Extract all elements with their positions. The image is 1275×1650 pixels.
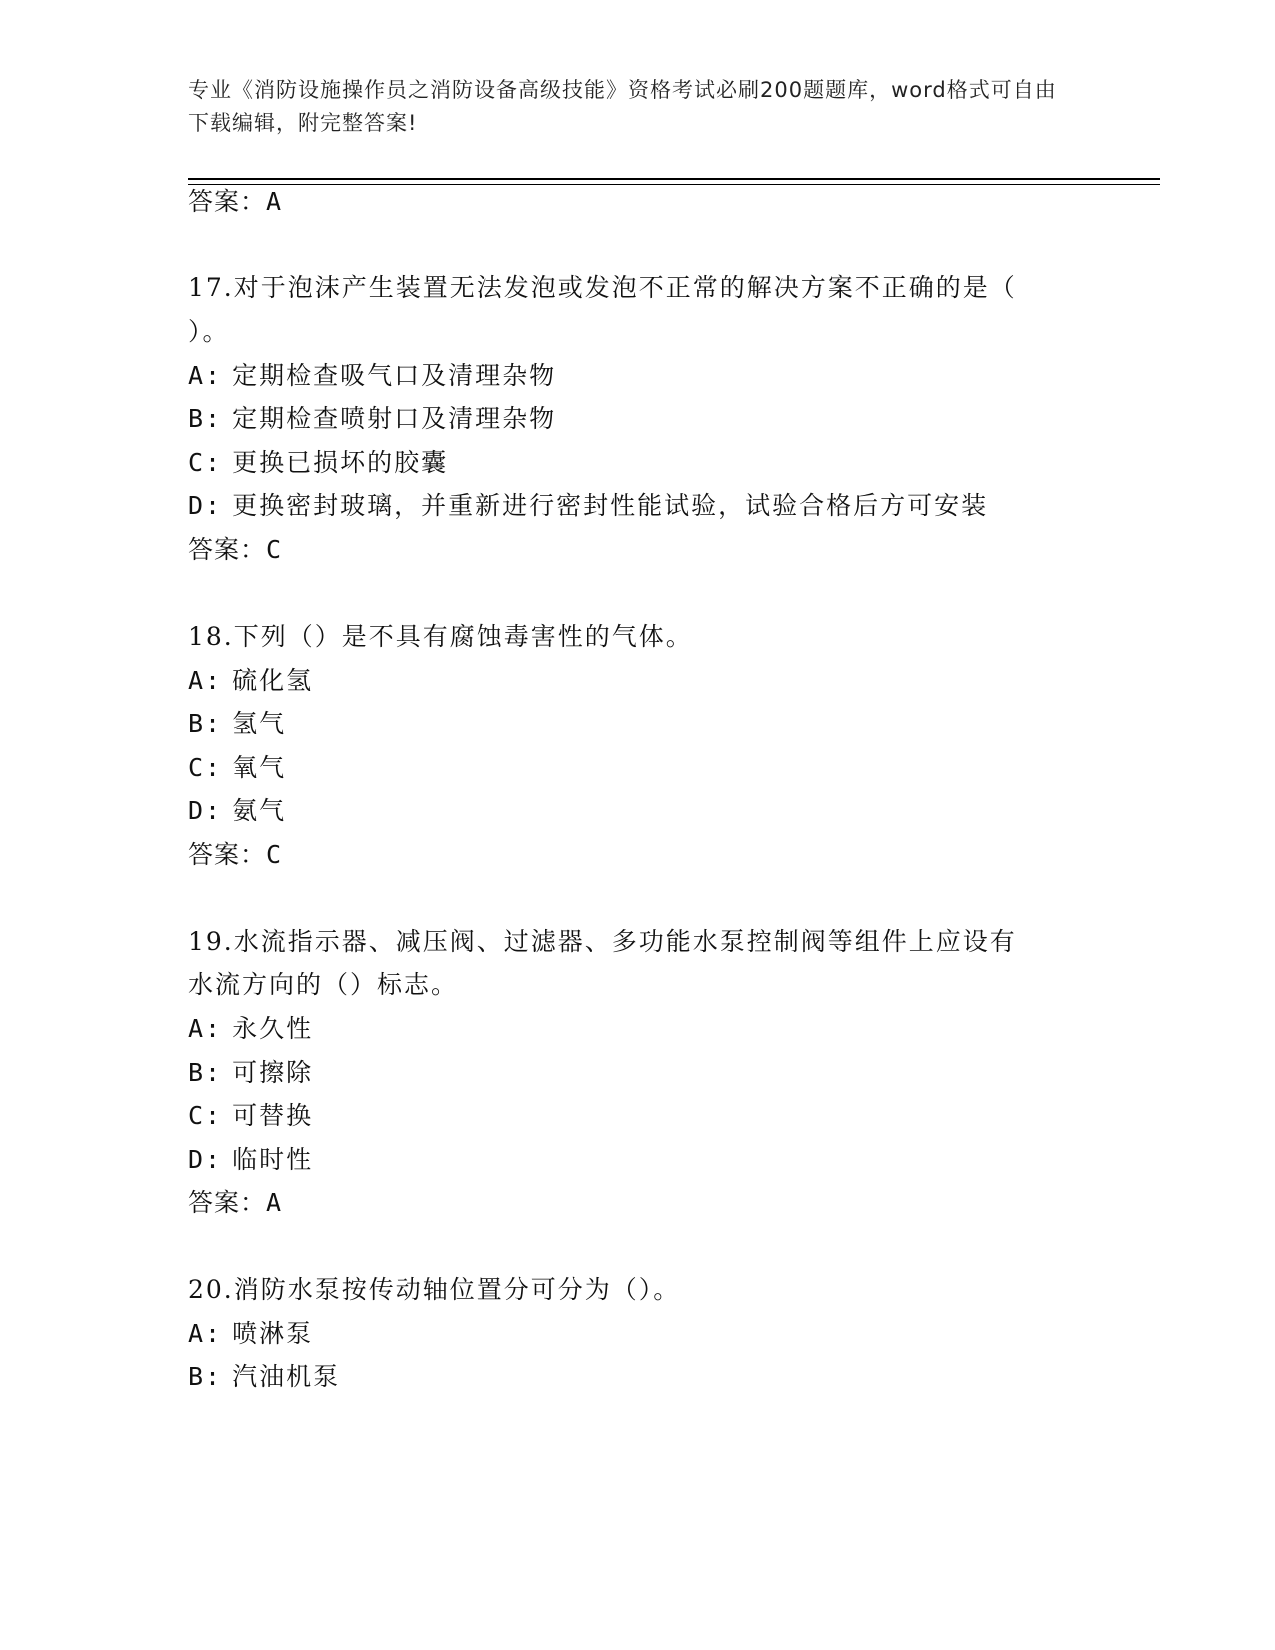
option-text: 定期检查吸气口及清理杂物 [232, 361, 557, 390]
answer-value: A [266, 1188, 283, 1217]
option-letter: B: [188, 404, 223, 433]
option-letter: D: [188, 796, 223, 825]
option-text: 氧气 [232, 753, 287, 782]
option-letter: D: [188, 491, 223, 520]
option-letter: A: [188, 666, 223, 695]
question-17-option-d [188, 488, 988, 524]
option-letter: B: [188, 1362, 223, 1391]
answer-value: C [266, 535, 283, 564]
question-19-option-c [188, 1098, 313, 1134]
question-19-text-cont: 水流方向的（）标志。 [188, 970, 459, 999]
option-text: 可替换 [232, 1101, 314, 1130]
answer-label: 答案： [188, 1188, 267, 1217]
option-letter: B: [188, 709, 223, 738]
option-text: 可擦除 [232, 1058, 314, 1087]
answer-label: 答案： [188, 187, 267, 216]
question-19-option-d [188, 1142, 313, 1178]
question-17-option-c [188, 445, 448, 481]
option-text: 更换已损坏的胶囊 [232, 448, 449, 477]
document-header: 专业《消防设施操作员之消防设备高级技能》资格考试必刷200题题库，word格式可自由下载编辑，附完整答案! [188, 78, 1057, 135]
option-letter: D: [188, 1145, 223, 1174]
question-17-text: 17.对于泡沫产生装置无法发泡或发泡不正常的解决方案不正确的是（ [188, 273, 1017, 302]
answer-line [188, 184, 282, 220]
answer-label: 答案： [188, 535, 267, 564]
answer-label: 答案： [188, 840, 267, 869]
option-text: 更换密封玻璃，并重新进行密封性能试验，试验合格后方可安装 [232, 491, 989, 520]
option-letter: C: [188, 753, 223, 782]
question-19-text: 19.水流指示器、减压阀、过滤器、多功能水泵控制阀等组件上应设有 [188, 927, 1017, 956]
option-text: 汽油机泵 [232, 1362, 341, 1391]
header-rule-thick [188, 178, 1160, 180]
question-20-option-b [188, 1359, 340, 1395]
option-text: 定期检查喷射口及清理杂物 [232, 404, 557, 433]
question-17-option-a [188, 358, 556, 394]
option-letter: C: [188, 1101, 223, 1130]
option-text: 氨气 [232, 796, 287, 825]
question-18-option-b [188, 706, 286, 742]
option-letter: B: [188, 1058, 223, 1087]
question-17-text-cont: ）。 [188, 317, 230, 346]
option-letter: A: [188, 361, 223, 390]
question-18-text: 18.下列（）是不具有腐蚀毒害性的气体。 [188, 622, 693, 651]
question-20-option-a [188, 1316, 313, 1352]
option-letter: A: [188, 1014, 223, 1043]
header-rule-thin [188, 184, 1160, 185]
question-18-option-a [188, 663, 313, 699]
question-17-option-b [188, 401, 556, 437]
question-17-answer [188, 532, 282, 568]
option-text: 氢气 [232, 709, 287, 738]
question-18-option-c [188, 750, 286, 786]
question-19-option-a [188, 1011, 313, 1047]
option-letter: C: [188, 448, 223, 477]
question-19-option-b [188, 1055, 313, 1091]
answer-value: A [266, 187, 283, 216]
answer-value: C [266, 840, 283, 869]
option-text: 硫化氢 [232, 666, 314, 695]
option-text: 喷淋泵 [232, 1319, 314, 1348]
option-text: 临时性 [232, 1145, 314, 1174]
option-letter: A: [188, 1319, 223, 1348]
question-18-answer [188, 837, 282, 873]
option-text: 永久性 [232, 1014, 314, 1043]
question-18-option-d [188, 793, 286, 829]
question-19-answer [188, 1185, 282, 1221]
question-20-text: 20.消防水泵按传动轴位置分可分为（）。 [188, 1275, 681, 1304]
